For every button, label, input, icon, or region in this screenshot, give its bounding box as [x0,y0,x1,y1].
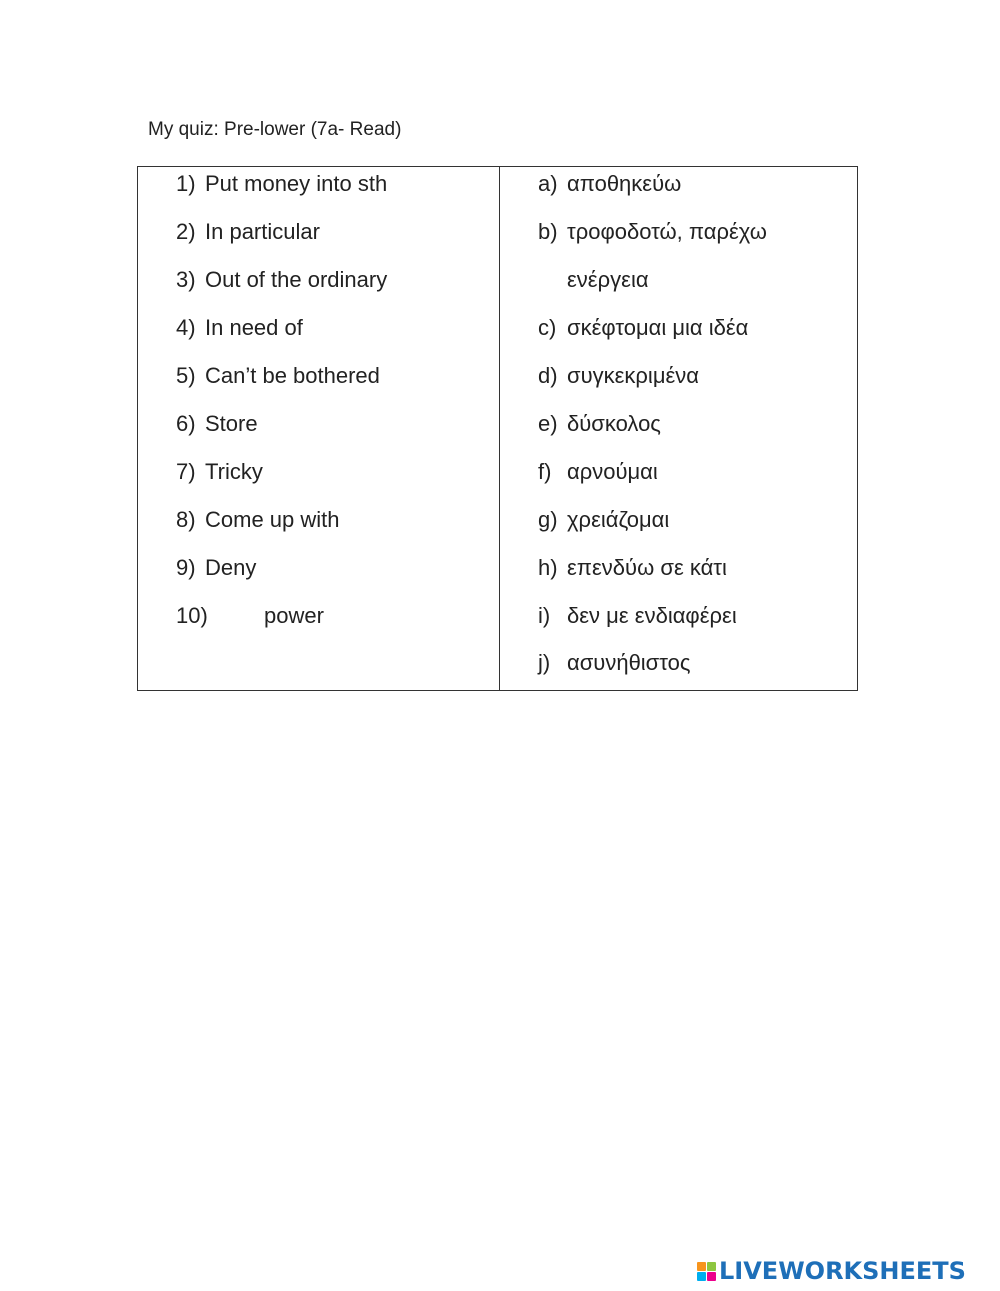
item-number: 5) [176,363,196,388]
list-item [538,217,767,247]
logo-squares-icon [697,1262,716,1281]
logo-square [707,1272,716,1281]
logo-square [697,1262,706,1271]
list-item [538,648,690,678]
item-text: Can’t be bothered [205,363,380,388]
item-number: 10) [176,603,208,628]
list-item [538,409,661,439]
item-text: σκέφτομαι μια ιδέα [567,315,749,340]
item-text: power [264,603,324,628]
list-item [538,601,737,631]
item-text: αρνούμαι [567,459,658,484]
item-number: 4) [176,315,196,340]
liveworksheets-logo [697,1256,966,1286]
item-text: Out of the ordinary [205,267,388,292]
list-item [176,169,387,199]
item-text: τροφοδοτώ, παρέχω [567,219,767,244]
item-text: συγκεκριμένα [567,363,700,388]
list-item [538,505,669,535]
item-number: 2) [176,219,196,244]
item-text: επενδύω σε κάτι [567,555,727,580]
item-text: δύσκολος [567,411,661,436]
list-item [176,505,340,535]
page-title: My quiz: Pre-lower (7a- Read) [148,119,402,140]
item-letter: f) [538,459,552,484]
item-text: ασυνήθιστος [567,650,691,675]
item-letter: h) [538,555,558,580]
logo-square [697,1272,706,1281]
item-letter: c) [538,315,557,340]
item-letter: a) [538,171,558,196]
item-letter: j) [538,650,551,675]
logo-square [707,1262,716,1271]
list-item [538,361,699,391]
item-number: 1) [176,171,196,196]
item-text: ενέργεια [567,267,649,292]
item-letter: d) [538,363,558,388]
list-item [176,409,258,439]
list-item [176,217,320,247]
item-number: 8) [176,507,196,532]
item-number: 3) [176,267,196,292]
list-item [538,169,681,199]
list-item [176,265,387,295]
item-letter [538,265,567,295]
item-letter: e) [538,411,558,436]
list-item [538,313,748,343]
item-letter: g) [538,507,558,532]
list-item [538,265,649,295]
list-item [176,313,303,343]
item-text: In need of [205,315,303,340]
list-item [538,457,658,487]
list-item [176,457,263,487]
english-column [138,167,500,690]
item-text: Tricky [205,459,263,484]
item-text: In particular [205,219,320,244]
matching-table [137,166,858,691]
item-letter: b) [538,219,558,244]
logo-text: LIVEWORKSHEETS [719,1257,966,1285]
item-text: Come up with [205,507,340,532]
greek-column [500,167,857,690]
item-text: Deny [205,555,257,580]
item-number: 6) [176,411,196,436]
item-letter: i) [538,603,551,628]
list-item [538,553,727,583]
item-number: 9) [176,555,196,580]
list-item [176,361,380,391]
item-number: 7) [176,459,196,484]
item-text: χρειάζομαι [567,507,670,532]
item-text: Store [205,411,258,436]
list-item [176,601,324,631]
item-text: αποθηκεύω [567,171,682,196]
item-text: Put money into sth [205,171,388,196]
list-item [176,553,256,583]
item-text: δεν με ενδιαφέρει [567,603,737,628]
